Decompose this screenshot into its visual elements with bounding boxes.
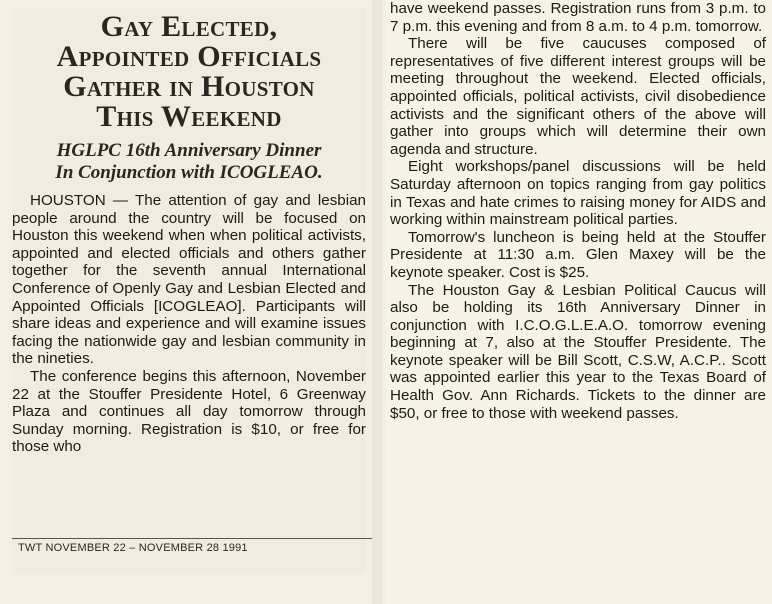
subheadline [12, 140, 366, 184]
headline-line: Gay Elected, [100, 10, 278, 43]
article-body-left [12, 192, 366, 456]
article-paragraph: Eight workshops/panel discussions will be held Saturday afternoon on topics ranging from gay politics in Texas and hate crimes to raising money for AIDS and working within mainstream political parties. [390, 158, 766, 229]
column-gutter [372, 0, 382, 604]
subheadline-line: HGLPC 16th Anniversary Dinner [56, 140, 322, 161]
headline-line: Gather in Houston [63, 70, 315, 103]
article-paragraph-continued: have weekend passes. Registration runs from 3 p.m. to 7 p.m. this evening and from 8 a.m. to 4 p.m. tomorrow. [390, 0, 766, 35]
left-column [12, 8, 366, 574]
headline-line: This Weekend [96, 100, 282, 133]
footer-rule [12, 538, 372, 539]
headline-line: Appointed Officials [56, 40, 322, 73]
headline [12, 12, 366, 132]
subheadline-line: In Conjunction with ICOGLEAO. [55, 162, 323, 183]
article-paragraph: The Houston Gay & Lesbian Political Caucus will also be holding its 16th Anniversary Dinner in conjunction with I.C.O.G.L.E.A.O. tomorrow evening beginning at 7, also at the Stouffer Presidente. The keynote speaker will be Bill Scott, C.S.W, A.C.P.. Scott was appointed earlier this year to the Texas Board of Health Gov. Ann Richards. Tickets to the dinner are $50, or free to those with weekend passes. [390, 281, 766, 422]
article-body-right [386, 0, 772, 422]
publication-dateline: TWT NOVEMBER 22 – NOVEMBER 28 1991 [18, 542, 248, 554]
right-column [386, 0, 772, 604]
article-paragraph: HOUSTON — The attention of gay and lesbian people around the country will be focused on Houston this weekend when when political activists, appointed and elected officials and others gather together for the seventh annual International Conference of Openly Gay and Lesbian Elected and Appointed Officials [ICOGLEAO]. Participants will share ideas and experience and will examine issues facing the nationwide gay and lesbian community in the nineties. [12, 192, 366, 368]
article-paragraph: There will be five caucuses composed of representatives of five different interest groups will be meeting throughout the weekend. Elected officials, appointed officials, political activists, civil disobedience activists and the significant others of the above will gather into groups which will determine their own agenda and structure. [390, 35, 766, 158]
article-paragraph: The conference begins this afternoon, November 22 at the Stouffer Presidente Hotel, 6 Greenway Plaza and continues all day tomorrow through Sunday morning. Registration is $10, or free for those who [12, 367, 366, 456]
article-paragraph: Tomorrow's luncheon is being held at the Stouffer Presidente at 11:30 a.m. Glen Maxey will be the keynote speaker. Cost is $25. [390, 228, 766, 281]
